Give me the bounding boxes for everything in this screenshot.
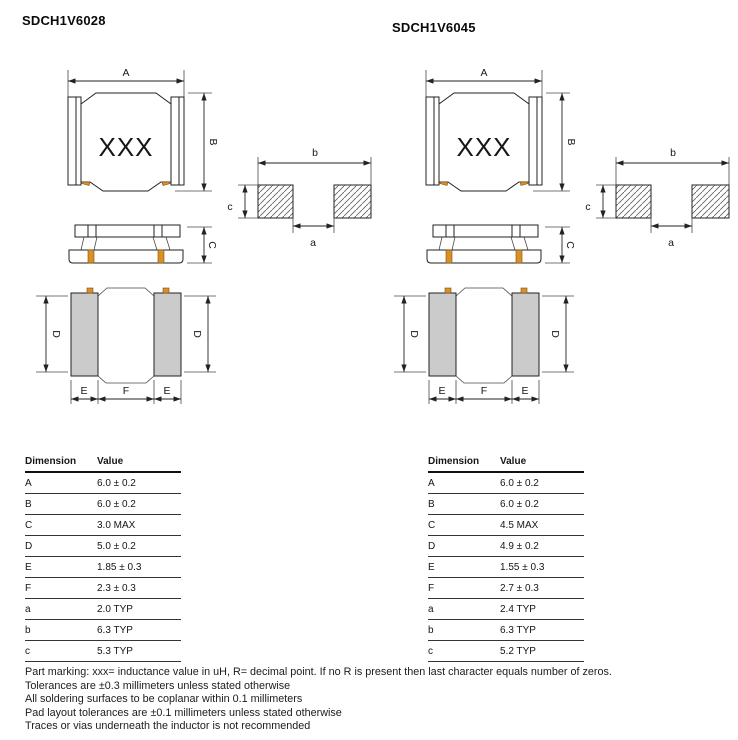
mechanical-drawing	[20, 60, 380, 410]
table-row	[25, 578, 181, 599]
solder-corner-mark	[162, 182, 170, 186]
table-row	[428, 599, 584, 620]
dim-cell: F	[25, 578, 97, 599]
note-line: Tolerances are ±0.3 millimeters unless stated otherwise	[25, 679, 291, 692]
column-header-value: Value	[97, 456, 181, 472]
note-line: Traces or vias underneath the inductor is not recommended	[25, 720, 311, 733]
mechanical-drawing	[378, 60, 738, 410]
table-row	[25, 494, 181, 515]
dim-label-D: D	[408, 330, 420, 338]
value-cell: 3.0 MAX	[97, 515, 181, 536]
table-row	[25, 599, 181, 620]
value-cell: 4.5 MAX	[500, 515, 584, 536]
dim-label-a: a	[668, 237, 674, 249]
dim-cell: E	[428, 557, 500, 578]
table-row	[428, 494, 584, 515]
dim-cell: E	[25, 557, 97, 578]
left-terminal	[426, 97, 439, 185]
pad-layout	[227, 147, 371, 249]
dim-label-A: A	[480, 67, 488, 79]
table-row	[428, 472, 584, 494]
dimension-table-right	[428, 456, 584, 662]
core-base	[427, 250, 541, 263]
part-marking-text: XXX	[456, 132, 512, 162]
dim-cell: a	[25, 599, 97, 620]
dim-cell: D	[25, 536, 97, 557]
solder-pad	[334, 185, 371, 218]
note-line: All soldering surfaces to be coplanar within 0.1 millimeters	[25, 693, 303, 706]
column-header-value: Value	[500, 456, 584, 472]
table-row	[428, 620, 584, 641]
dim-label-a: a	[310, 237, 316, 249]
footer-notes	[25, 666, 612, 734]
table-row	[25, 536, 181, 557]
dim-cell: A	[25, 472, 97, 494]
dim-label-F: F	[122, 385, 130, 397]
value-cell: 5.2 TYP	[500, 641, 584, 662]
dim-cell: C	[428, 515, 500, 536]
solder-terminal-mark	[87, 288, 93, 293]
table-row	[25, 472, 181, 494]
dim-label-B: B	[207, 138, 219, 146]
dim-cell: F	[428, 578, 500, 599]
solder-terminal-mark	[158, 250, 164, 263]
table-row	[25, 641, 181, 662]
dim-cell: c	[428, 641, 500, 662]
value-cell: 2.0 TYP	[97, 599, 181, 620]
bottom-terminal	[429, 293, 456, 376]
table-header-row	[428, 456, 584, 472]
dim-label-E: E	[438, 385, 446, 397]
table-row	[428, 578, 584, 599]
note-line: Pad layout tolerances are ±0.1 millimeters unless stated otherwise	[25, 706, 342, 719]
dim-label-C: C	[564, 241, 576, 249]
value-cell: 1.55 ± 0.3	[500, 557, 584, 578]
side-view	[427, 225, 576, 263]
dim-cell: b	[25, 620, 97, 641]
dim-label-A: A	[122, 67, 130, 79]
dim-cell: B	[25, 494, 97, 515]
dim-label-E: E	[521, 385, 529, 397]
table-row	[25, 557, 181, 578]
value-cell: 5.3 TYP	[97, 641, 181, 662]
dim-label-F: F	[480, 385, 488, 397]
table-row	[428, 536, 584, 557]
dim-label-c: c	[585, 201, 591, 213]
value-cell: 4.9 ± 0.2	[500, 536, 584, 557]
part-marking-text: XXX	[98, 132, 154, 162]
solder-corner-mark	[440, 182, 448, 186]
dim-label-b: b	[670, 147, 676, 159]
value-cell: 6.0 ± 0.2	[500, 494, 584, 515]
dim-label-D: D	[191, 330, 203, 338]
dim-cell: C	[25, 515, 97, 536]
table-row	[25, 515, 181, 536]
core-base	[69, 250, 183, 263]
top-view	[426, 67, 577, 191]
value-cell: 1.85 ± 0.3	[97, 557, 181, 578]
column-header-dimension: Dimension	[25, 456, 97, 472]
drawing-area-left	[20, 60, 380, 410]
value-cell: 2.7 ± 0.3	[500, 578, 584, 599]
bottom-view	[36, 288, 216, 404]
value-cell: 6.0 ± 0.2	[97, 472, 181, 494]
right-terminal	[171, 97, 184, 185]
solder-terminal-mark	[516, 250, 522, 263]
solder-terminal-mark	[163, 288, 169, 293]
dim-label-c: c	[227, 201, 233, 213]
value-cell: 6.3 TYP	[97, 620, 181, 641]
dim-label-E: E	[80, 385, 88, 397]
left-terminal	[68, 97, 81, 185]
table-row	[428, 557, 584, 578]
solder-corner-mark	[82, 182, 90, 186]
side-view	[69, 225, 218, 263]
page-title-right: SDCH1V6045	[392, 20, 476, 35]
note-line: Part marking: xxx= inductance value in uH, R= decimal point. If no R is present then last character equals number of zeros.	[25, 666, 612, 678]
dim-cell: B	[428, 494, 500, 515]
solder-terminal-mark	[446, 250, 452, 263]
table-row	[428, 641, 584, 662]
solder-pad	[692, 185, 729, 218]
bottom-view	[394, 288, 574, 404]
core-top-plate	[433, 225, 538, 237]
value-cell: 2.3 ± 0.3	[97, 578, 181, 599]
dim-label-B: B	[565, 138, 577, 146]
dim-cell: a	[428, 599, 500, 620]
table-row	[25, 620, 181, 641]
table-header-row	[25, 456, 181, 472]
bottom-terminal	[71, 293, 98, 376]
column-header-dimension: Dimension	[428, 456, 500, 472]
value-cell: 6.0 ± 0.2	[97, 494, 181, 515]
page-title-left: SDCH1V6028	[22, 13, 106, 28]
dim-label-C: C	[206, 241, 218, 249]
pad-layout	[585, 147, 729, 249]
solder-terminal-mark	[521, 288, 527, 293]
solder-pad	[616, 185, 651, 218]
right-terminal	[529, 97, 542, 185]
core-top-plate	[75, 225, 180, 237]
dim-label-D: D	[50, 330, 62, 338]
dim-cell: D	[428, 536, 500, 557]
dim-cell: c	[25, 641, 97, 662]
solder-pad	[258, 185, 293, 218]
dim-label-D: D	[549, 330, 561, 338]
dim-label-E: E	[163, 385, 171, 397]
dimension-table-left	[25, 456, 181, 662]
value-cell: 5.0 ± 0.2	[97, 536, 181, 557]
solder-terminal-mark	[88, 250, 94, 263]
value-cell: 6.0 ± 0.2	[500, 472, 584, 494]
bottom-terminal	[154, 293, 181, 376]
dim-cell: b	[428, 620, 500, 641]
table-row	[428, 515, 584, 536]
value-cell: 6.3 TYP	[500, 620, 584, 641]
top-view	[68, 67, 219, 191]
drawing-area-right	[378, 60, 738, 410]
dim-cell: A	[428, 472, 500, 494]
dim-label-b: b	[312, 147, 318, 159]
solder-terminal-mark	[445, 288, 451, 293]
solder-corner-mark	[520, 182, 528, 186]
value-cell: 2.4 TYP	[500, 599, 584, 620]
bottom-terminal	[512, 293, 539, 376]
